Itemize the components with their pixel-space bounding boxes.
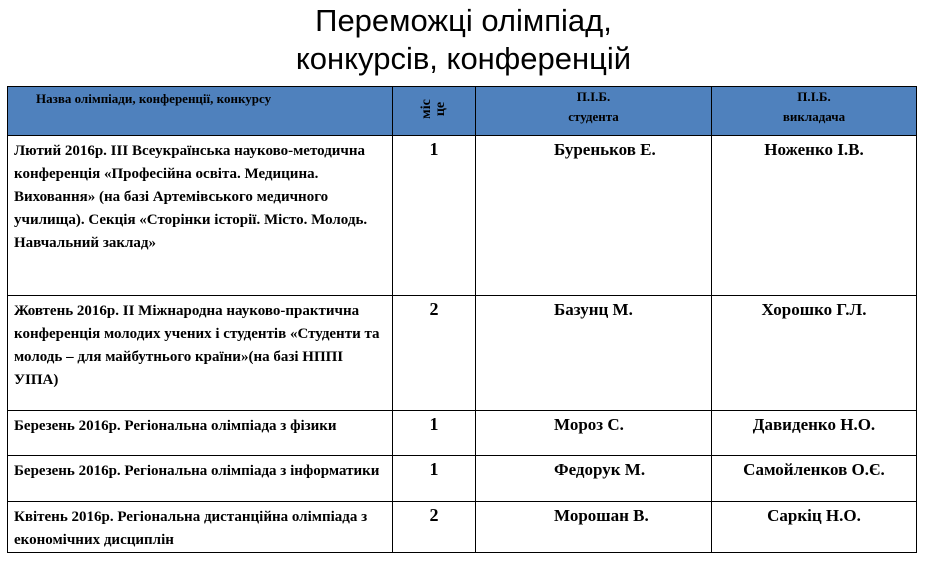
- table-header-row: [8, 87, 917, 136]
- event-name-cell: Жовтень 2016р. ІІ Міжнародна науково-практична конференція молодих учених і студентів «Студенти та молодь – для майбутнього країни»(на базі НППІ УІПА): [8, 296, 393, 411]
- event-name-cell: Березень 2016р. Регіональна олімпіада з фізики: [8, 411, 393, 456]
- column-header-name-label: Назва олімпіади, конференції, конкурсу: [36, 91, 272, 106]
- teacher-cell: Хорошко Г.Л.: [712, 296, 917, 411]
- event-name-cell: Лютий 2016р. ІІІ Всеукраїнська науково-методична конференція «Професійна освіта. Медицина. Виховання» (на базі Артемівського медичного училища). Секція «Сторінки історії. Місто. Молодь. Навчальний заклад»: [8, 136, 393, 296]
- event-name-cell: Квітень 2016р. Регіональна дистанційна олімпіада з економічних дисциплін: [8, 502, 393, 553]
- student-cell: Федорук М.: [476, 456, 712, 502]
- teacher-cell: Саркіц Н.О.: [712, 502, 917, 553]
- page-title-line-1: Переможці олімпіад,: [315, 3, 612, 38]
- place-cell: 1: [393, 411, 476, 456]
- column-header-place-line-1: міс: [419, 99, 434, 119]
- teacher-cell: Давиденко Н.О.: [712, 411, 917, 456]
- place-cell: 1: [393, 456, 476, 502]
- teacher-cell: Самойленков О.Є.: [712, 456, 917, 502]
- student-cell: Морошан В.: [476, 502, 712, 553]
- column-header-teacher-line-1: П.І.Б.: [797, 89, 831, 104]
- page-title-line-2: конкурсів, конференцій: [295, 41, 632, 76]
- column-header-name: [8, 87, 393, 136]
- teacher-cell: Ноженко І.В.: [712, 136, 917, 296]
- table-row: [8, 456, 917, 502]
- column-header-student: [476, 87, 712, 136]
- table-row: [8, 502, 917, 553]
- student-cell: Буреньков Е.: [476, 136, 712, 296]
- table-row: [8, 296, 917, 411]
- column-header-student-line-2: студента: [568, 109, 619, 124]
- column-header-student-line-1: П.І.Б.: [576, 89, 611, 104]
- column-header-teacher: [712, 87, 917, 136]
- column-header-place: [393, 87, 476, 136]
- student-cell: Базунц М.: [476, 296, 712, 411]
- winners-table: [7, 86, 917, 553]
- table-row: [8, 411, 917, 456]
- column-header-teacher-line-2: викладача: [782, 109, 846, 124]
- page-title: [0, 2, 927, 78]
- event-name-cell: Березень 2016р. Регіональна олімпіада з інформатики: [8, 456, 393, 502]
- place-cell: 2: [393, 502, 476, 553]
- column-header-place-line-2: це: [433, 101, 448, 117]
- place-cell: 2: [393, 296, 476, 411]
- place-cell: 1: [393, 136, 476, 296]
- table-row: [8, 136, 917, 296]
- student-cell: Мороз С.: [476, 411, 712, 456]
